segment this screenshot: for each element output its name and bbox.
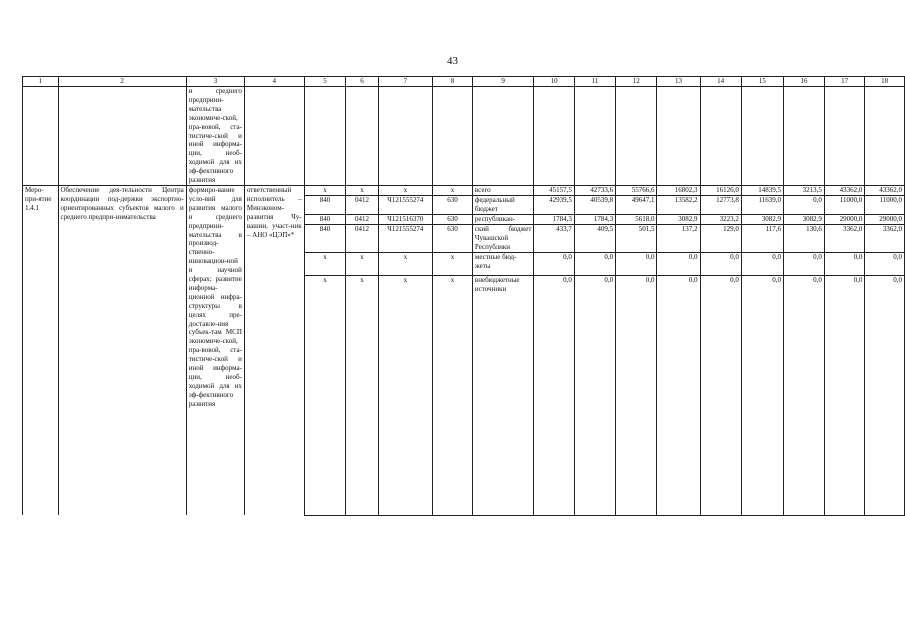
col-header: 3: [186, 77, 244, 87]
col-header: 13: [657, 77, 700, 87]
table-row: [23, 185, 905, 195]
cell-section: 0412: [346, 195, 378, 214]
col-header: 10: [534, 77, 574, 87]
cell-target: x: [378, 275, 432, 294]
cell-value: 3082,9: [741, 214, 783, 224]
cell-value: 0,0: [784, 275, 825, 294]
cell-value: 0,0: [574, 275, 615, 294]
cell-value: 1784,3: [534, 214, 574, 224]
cell-section: x: [346, 252, 378, 275]
cell-expense-type: 630: [432, 214, 472, 224]
cell-value: 49647,1: [616, 195, 657, 214]
col-header: 16: [784, 77, 825, 87]
cell-target: Ч121555274: [378, 195, 432, 214]
event-name: Обеспечение дея-тельности Центра координации под-держки экспортно-ориентированных субъектов малого и среднего предпри-нимательства: [58, 185, 186, 515]
cell-value: 3223,2: [700, 214, 741, 224]
cell-value: 0,0: [534, 252, 574, 275]
cell-target: x: [378, 252, 432, 275]
cell-value: 0,0: [616, 252, 657, 275]
cell-value: 0,0: [784, 195, 825, 214]
cell-value: 3362,0: [865, 224, 905, 252]
continued-purpose-text: и среднего предприни-мательства экономиче-ской, пра-вовой, ста-тистиче-ской и иной информа-ции, необ-ходимой для их эф-фективного развития: [186, 87, 244, 186]
cell-value: 433,7: [534, 224, 574, 252]
col-header: 2: [58, 77, 186, 87]
cell-value: 1784,3: [574, 214, 615, 224]
cell-value: 55766,6: [616, 185, 657, 195]
cell-source: местные бюд-жеты: [472, 252, 534, 275]
col-header: 7: [378, 77, 432, 87]
cell-expense-type: x: [432, 275, 472, 294]
cell-value: 40539,8: [574, 195, 615, 214]
cell-value: 29000,0: [824, 214, 864, 224]
cell-expense-type: x: [432, 252, 472, 275]
cell-value: 16126,0: [700, 185, 741, 195]
cell-value: 12773,8: [700, 195, 741, 214]
col-header: 4: [244, 77, 304, 87]
cell-value: 0,0: [741, 252, 783, 275]
cell-value: 13582,2: [657, 195, 700, 214]
cell-source: внебюджетные источники: [472, 275, 534, 294]
cell-grbs: x: [304, 275, 346, 294]
col-header: 5: [304, 77, 346, 87]
cell-value: 0,0: [616, 275, 657, 294]
cell-value: 0,0: [700, 275, 741, 294]
event-purpose: формиро-вание усло-вий для развития малого и среднего предприни-мательства в производ-ственно-инновацион-ной и научной сферах; развитие информа-ционной инфра-структуры в целях пре-доставле-ния субъек-там МСП экономиче-ской, пра-вовой, ста-тистиче-ской и иной информа-ции, необ-ходимой для их эф-фективного развития: [186, 185, 244, 515]
cell-value: 130,6: [784, 224, 825, 252]
cell-value: 0,0: [865, 275, 905, 294]
event-executor: ответственный исполнитель – Минэконом-развития Чу-вашии, участ-ник – АНО «ЦЭП»*: [244, 185, 304, 515]
cell-section: x: [346, 275, 378, 294]
cell-grbs: 840: [304, 195, 346, 214]
cell-value: 3213,5: [784, 185, 825, 195]
cell-value: 43362,0: [824, 185, 864, 195]
cell-value: 0,0: [865, 252, 905, 275]
col-header: 9: [472, 77, 534, 87]
cell-value: 137,2: [657, 224, 700, 252]
cell-target: Ч121516370: [378, 214, 432, 224]
cell-value: 11000,0: [865, 195, 905, 214]
column-number-row: [23, 77, 905, 87]
cell-section: 0412: [346, 224, 378, 252]
cell-value: 11000,0: [824, 195, 864, 214]
cell-grbs: x: [304, 185, 346, 195]
cell-value: 0,0: [657, 275, 700, 294]
cell-expense-type: x: [432, 185, 472, 195]
cell-value: 0,0: [534, 275, 574, 294]
cell-target: Ч121555274: [378, 224, 432, 252]
cell-source: ский бюджет Чувашской Республики: [472, 224, 534, 252]
col-header: 12: [616, 77, 657, 87]
cell-value: 0,0: [574, 252, 615, 275]
cell-value: 3082,9: [657, 214, 700, 224]
col-header: 17: [824, 77, 864, 87]
cell-value: 42733,6: [574, 185, 615, 195]
col-header: 8: [432, 77, 472, 87]
page-number: 43: [447, 55, 458, 67]
cell-value: 0,0: [824, 252, 864, 275]
cell-target: x: [378, 185, 432, 195]
cell-value: 117,6: [741, 224, 783, 252]
cell-value: 5618,0: [616, 214, 657, 224]
continuation-row: [23, 87, 905, 186]
cell-value: 29000,0: [865, 214, 905, 224]
cell-value: 0,0: [657, 252, 700, 275]
cell-value: 0,0: [824, 275, 864, 294]
cell-grbs: 840: [304, 224, 346, 252]
cell-grbs: 840: [304, 214, 346, 224]
cell-value: 42939,5: [534, 195, 574, 214]
cell-section: x: [346, 185, 378, 195]
cell-source: федеральный бюджет: [472, 195, 534, 214]
cell-value: 43362,0: [865, 185, 905, 195]
cell-value: 0,0: [700, 252, 741, 275]
col-header: 18: [865, 77, 905, 87]
cell-value: 45157,5: [534, 185, 574, 195]
col-header: 14: [700, 77, 741, 87]
cell-value: 14839,5: [741, 185, 783, 195]
cell-value: 11639,0: [741, 195, 783, 214]
col-header: 11: [574, 77, 615, 87]
cell-value: 16802,3: [657, 185, 700, 195]
cell-value: 3362,0: [824, 224, 864, 252]
cell-value: 0,0: [741, 275, 783, 294]
cell-grbs: x: [304, 252, 346, 275]
cell-value: 129,0: [700, 224, 741, 252]
col-header: 6: [346, 77, 378, 87]
col-header: 15: [741, 77, 783, 87]
cell-expense-type: 630: [432, 195, 472, 214]
cell-section: 0412: [346, 214, 378, 224]
col-header: 1: [23, 77, 59, 87]
budget-table: [22, 76, 905, 516]
event-code: Меро-при-ятие 1.4.1: [23, 185, 59, 515]
cell-value: 409,5: [574, 224, 615, 252]
cell-value: 501,5: [616, 224, 657, 252]
cell-source: республикан-: [472, 214, 534, 224]
cell-value: 3082,9: [784, 214, 825, 224]
cell-expense-type: 630: [432, 224, 472, 252]
cell-source: всего: [472, 185, 534, 195]
cell-value: 0,0: [784, 252, 825, 275]
